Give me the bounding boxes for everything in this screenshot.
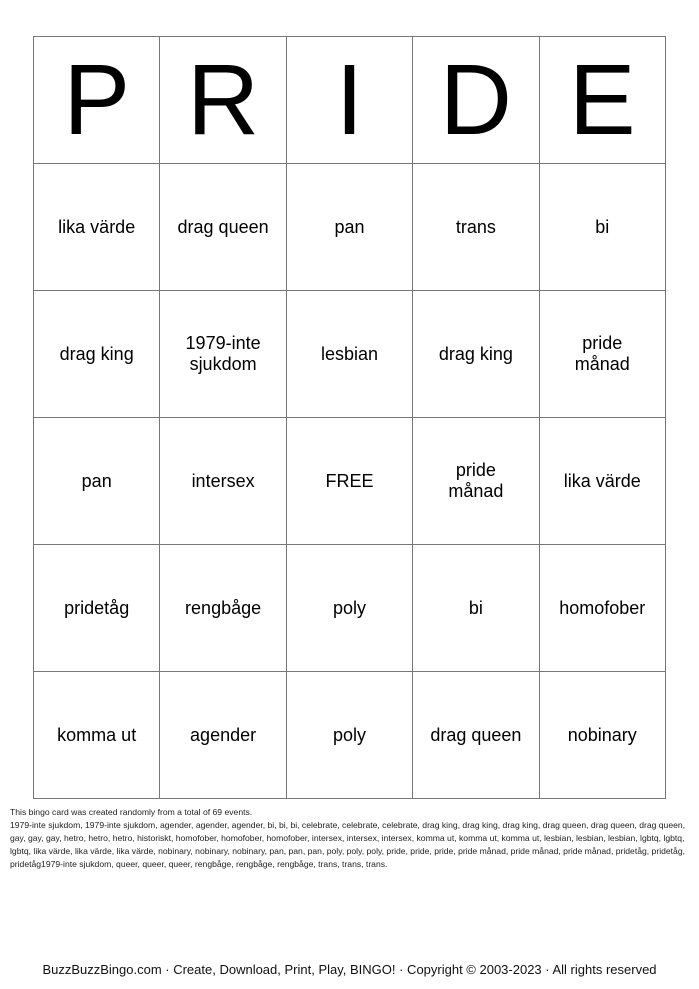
bingo-cell: drag queen [413,672,539,799]
header-letter: I [286,37,412,164]
bingo-cell: pan [34,418,160,545]
bingo-cell: nobinary [539,672,665,799]
bingo-cell: pride månad [413,418,539,545]
bingo-cell: rengbåge [160,545,286,672]
card-info [10,806,690,871]
card-row [34,545,666,672]
card-row [34,164,666,291]
info-summary: This bingo card was created randomly from a total of 69 events. [10,807,253,817]
header-letter: P [34,37,160,164]
header-letter: E [539,37,665,164]
bingo-cell: agender [160,672,286,799]
card-row [34,291,666,418]
bingo-cell: pan [286,164,412,291]
bingo-cell: lika värde [539,418,665,545]
bingo-cell: bi [413,545,539,672]
bingo-cell: komma ut [34,672,160,799]
bingo-cell: lesbian [286,291,412,418]
header-letter: D [413,37,539,164]
events-list: 1979-inte sjukdom, 1979-inte sjukdom, agender, agender, agender, bi, bi, bi, celebrate, celebrate, celebrate, drag king, drag king, drag king, drag queen, drag queen, drag queen, gay, gay, gay, hetro, hetro, hetro, historiskt, homofober, homofober, homofober, intersex, intersex, intersex, komma ut, komma ut, komma ut, lesbian, lesbian, lesbian, lgbtq, lgbtq, lgbtq, lika värde, lika värde, lika värde, nobinary, nobinary, nobinary, pan, pan, pan, poly, poly, poly, pride, pride, pride, pride månad, pride månad, pride månad, pridetåg, pridetåg, pridetåg1979-inte sjukdom, queer, queer, queer, rengbåge, rengbåge, rengbåge, trans, trans, trans. [10,820,686,869]
bingo-cell: bi [539,164,665,291]
free-cell: FREE [286,418,412,545]
bingo-cell: 1979-inte sjukdom [160,291,286,418]
bingo-cell: lika värde [34,164,160,291]
card-row [34,418,666,545]
bingo-cell: poly [286,672,412,799]
bingo-cell: poly [286,545,412,672]
bingo-cell: drag king [413,291,539,418]
bingo-cell: pridetåg [34,545,160,672]
footer-copyright: BuzzBuzzBingo.com · Create, Download, Print, Play, BINGO! · Copyright © 2003-2023 · All rights reserved [42,962,657,977]
header-row [34,37,666,164]
bingo-cell: homofober [539,545,665,672]
bingo-cell: trans [413,164,539,291]
bingo-cell: intersex [160,418,286,545]
header-letter: R [160,37,286,164]
bingo-cell: drag king [34,291,160,418]
bingo-card [33,36,666,799]
bingo-cell: pride månad [539,291,665,418]
card-row [34,672,666,799]
bingo-cell: drag queen [160,164,286,291]
